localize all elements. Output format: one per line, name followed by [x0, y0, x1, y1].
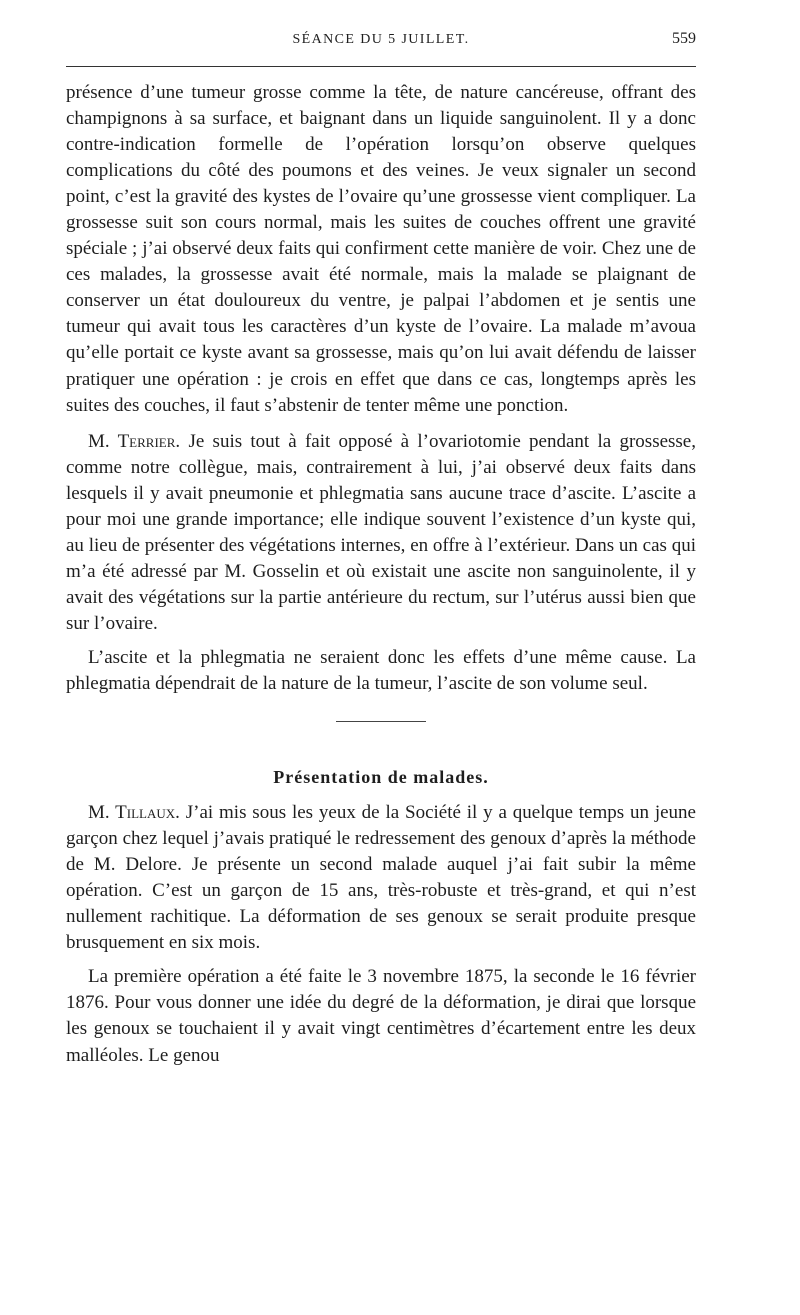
paragraph-operation: La première opération a été faite le 3 novembre 1875, la seconde le 16 février 1876. Pour vous donner une idée du degré de la déformation, je dirai que lorsque les genoux se touchaient il y avait vingt centimètres d’écartement entre les deux malléoles. Le genou: [66, 966, 696, 1066]
section-separator: [336, 721, 426, 722]
running-header: [66, 30, 696, 54]
speaker-name: M. Tillaux.: [88, 802, 180, 824]
paragraph-conclusion: L’ascite et la phlegmatia ne seraient donc les effets d’une même cause. La phlegmatia dépendrait de la nature de la tumeur, l’ascite de son volume seul.: [66, 646, 696, 695]
paragraph-text: J’ai mis sous les yeux de la Société il y a quelque temps un jeune garçon chez lequel j’avais pratiqué le redressement des genoux d’après la méthode de M. Delore. Je présente un second malade auquel j’ai fait subir la même opération. C’est un garçon de 15 ans, très-robuste et très-grand, et qui n’est nullement rachitique. La déformation de ses genoux se serait produite presque brusquement en six mois.: [66, 802, 696, 954]
paragraph-text: Je suis tout à fait opposé à l’ovariotomie pendant la grossesse, comme notre collègue, mais, contrairement à lui, j’ai observé deux faits dans lesquels il y avait pneumonie et phlegmatia sans aucune trace d’ascite. L’ascite a pour moi une grande importance; elle indique souvent l’existence d’un kyste qui, au lieu de présenter des végétations internes, en offre à l’extérieur. Dans un cas qui m’a été adressé par M. Gosselin et où existait une ascite non sanguinolente, il y avait des végétations sur la partie antérieure du rectum, sur l’utérus aussi bien que sur l’ovaire.: [66, 430, 696, 634]
speaker-name: M. Terrier.: [88, 430, 181, 452]
page-number: 559: [672, 30, 696, 47]
section-title: Présentation de malades.: [273, 767, 489, 788]
paragraph-tillaux: [66, 800, 696, 956]
paragraph-terrier: [66, 429, 696, 637]
page: [66, 0, 696, 1315]
header-title: SÉANCE DU 5 JUILLET.: [292, 32, 470, 47]
header-rule: [66, 66, 696, 67]
paragraph-continued: présence d’une tumeur grosse comme la tête, de nature cancéreuse, offrant des champignons à sa surface, et baignant dans un liquide sanguinolent. Il y a donc contre-indication formelle de l’opération lorsqu’on observe quelques complications du côté des poumons et des veines. Je veux signaler un second point, c’est la gravité des kystes de l’ovaire qu’une grossesse vient compliquer. La grossesse suit son cours normal, mais les suites de couches offrent une gravité spéciale ; j’ai observé deux faits qui confirment cette manière de voir. Chez une de ces malades, la grossesse avait été normale, mais la malade se plaignant de conserver un état douloureux du ventre, je palpai l’abdomen et je sentis une tumeur qui avait tous les caractères d’un kyste de l’ovaire. La malade m’avoua qu’elle portait ce kyste avant sa grossesse, mais qu’on lui avait défendu de laisser pratiquer une opération : je crois en effet que dans ce cas, longtemps après les suites des couches, il faut s’abstenir de tenter même une ponction.: [66, 82, 696, 416]
body-text: [66, 80, 696, 1069]
